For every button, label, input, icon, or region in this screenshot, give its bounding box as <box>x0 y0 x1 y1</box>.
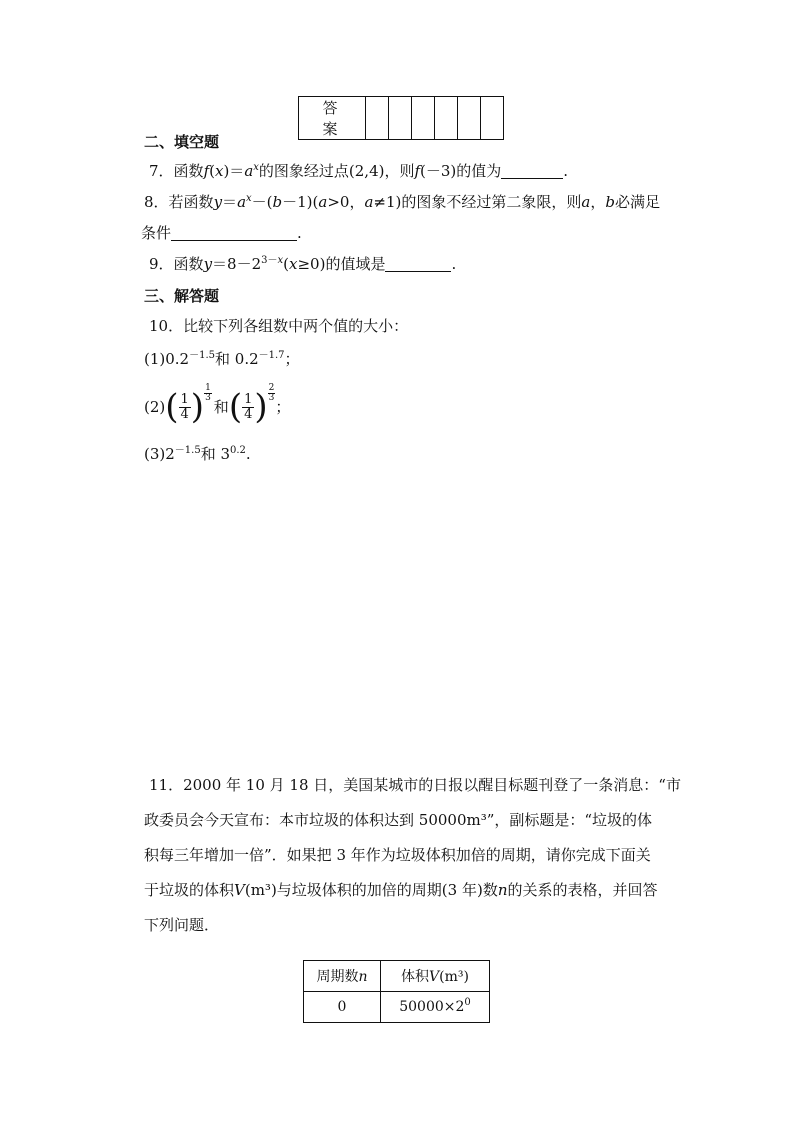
answer-cell[interactable] <box>458 97 481 140</box>
question-11-line-1: 11．2000 年 10 月 18 日，美国某城市的日报以醒目标题刊登了一条消息：“市 <box>149 776 681 794</box>
table-cell: 0 <box>304 992 381 1023</box>
question-11-line-5: 下列问题． <box>144 916 220 934</box>
answer-cell[interactable] <box>412 97 435 140</box>
question-11-line-2: 政委员会今天宣布：本市垃圾的体积达到 50000m³”，副标题是：“垃圾的体 <box>144 811 653 829</box>
question-10-part-3: $(3)2^{-1.5}$和 $3^{0.2}$. <box>144 445 251 463</box>
question-7: 7．函数$f(x)=a^x$的图象经过点(2,4)，则f(－3)的值为 . <box>149 162 569 180</box>
section-heading-fill: 二、填空题 <box>144 133 220 151</box>
question-8: 8．若函数$y=a^x-(b-1)(a>0$，a≠1)的图象不经过第二象限，则a，b必满足 <box>144 193 660 211</box>
question-10-stem: 10．比较下列各组数中两个值的大小： <box>149 317 409 335</box>
answer-blank-9[interactable] <box>385 256 451 272</box>
answer-blank-7[interactable] <box>501 163 563 179</box>
question-10-part-2: (2) ( $\frac{1}{4}$ ) 1 3 和 ( $\frac{1}{4}$ ) 2 3 ； <box>144 382 291 427</box>
table-header-cell: 周期数n <box>304 961 381 992</box>
question-11-line-4: 于垃圾的体积V(m³)与垃圾体积的加倍的周期(3 年)数n的关系的表格，并回答 <box>144 881 658 899</box>
answer-cell[interactable] <box>435 97 458 140</box>
answer-cell[interactable] <box>366 97 389 140</box>
section-heading-answer: 三、解答题 <box>144 287 220 305</box>
answer-cell[interactable] <box>389 97 412 140</box>
answer-table <box>298 96 504 140</box>
table-row <box>304 992 490 1023</box>
question-11-line-3: 积每三年增加一倍”．如果把 3 年作为垃圾体积加倍的周期，请你完成下面关 <box>144 846 651 864</box>
table-header-cell: 体积V(m³) <box>381 961 490 992</box>
question-9: 9．函数$y=8-2^{3-x}(x\ge 0)$的值域是 . <box>149 255 457 273</box>
data-table <box>303 960 490 1023</box>
table-row <box>304 961 490 992</box>
table-cell: $50000\times 2^0$ <box>381 992 490 1023</box>
answer-cell[interactable] <box>481 97 504 140</box>
question-8-line2: 条件 . <box>141 224 302 242</box>
answer-label: 答 案 <box>299 97 366 140</box>
question-10-part-1: $(1)0.2^{-1.5}$和 $0.2^{-1.7}$； <box>144 350 300 368</box>
answer-blank-8[interactable] <box>171 225 297 241</box>
